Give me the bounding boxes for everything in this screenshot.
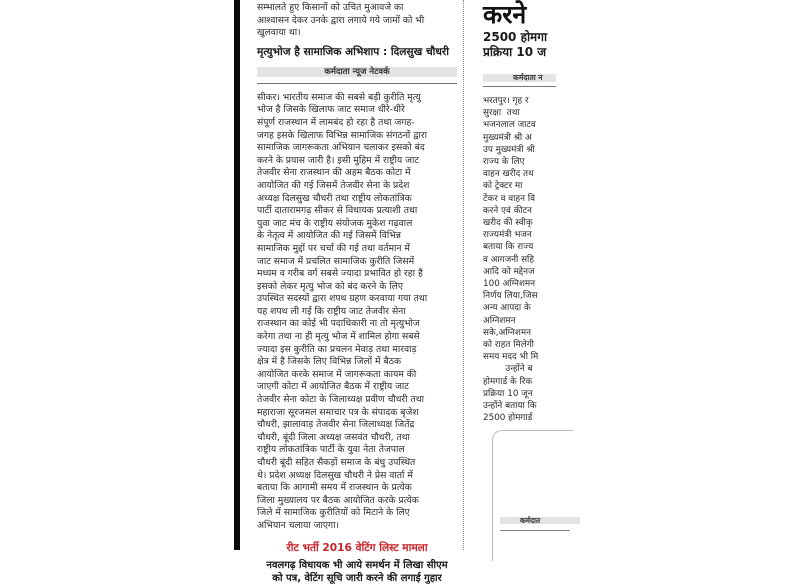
- right-article-body: [483, 95, 556, 424]
- boxed-story-frame: [492, 430, 573, 561]
- headline-line: को पत्र, वेटिंग सूचि जारी करने की लगाई गुहार: [272, 573, 442, 585]
- right-body-text-line: अग्निशमन: [483, 315, 516, 326]
- right-body-text-line: अन्य आपदा के: [483, 303, 531, 314]
- right-body-text-line: उन्होंने ब: [483, 364, 533, 375]
- right-body-text-line: भरतपुर। गृह र: [483, 96, 529, 106]
- next-article-kicker: रीट भर्ती 2016 वेटिंग लिस्ट मामला: [286, 541, 428, 554]
- body-text-line: यह शपथ ली गई कि राष्ट्रीय जाट तेजवीर सेना: [257, 305, 406, 317]
- article-body: [257, 92, 457, 533]
- right-article-deck: [483, 30, 556, 60]
- right-body-text-line: खरीद की स्वीकृ: [483, 218, 533, 229]
- right-body-text-line: 2500 होमगार्ड: [483, 413, 533, 424]
- body-text-line: महाराजा सूरजमल समाचार पत्र के संपादक बृजेश: [257, 406, 419, 418]
- right-body-text-line: 100 अग्निशमन: [483, 279, 536, 290]
- body-text-line: चौधरी, झालावाड़ तेजवीर सेना जिलाध्यक्ष जितेंद्र: [257, 419, 415, 431]
- right-body-text-line: को राहत मिलेगी: [483, 340, 534, 351]
- body-text-line: राष्ट्रीय लोकतांत्रिक पार्टी के युवा नेता तेजपाल: [257, 444, 405, 456]
- body-text-line: जाट समाज में प्रचलित सामाजिक कुरीति जिसमें: [257, 255, 415, 267]
- body-text-line: उपस्थित सदस्यों द्वारा शपथ ग्रहण करवाया गया तथा: [257, 293, 428, 305]
- body-text-line: जगह इसके खिलाफ विभिन्न सामाजिक संगठनों द्वारा: [257, 129, 428, 141]
- right-body-text-line: प्रक्रिया 10 जून: [483, 388, 533, 399]
- right-body-text-line: करने एवं कीटन: [483, 205, 532, 216]
- next-article-headline: [257, 559, 457, 586]
- right-byline-rule: [483, 86, 556, 87]
- body-text-line: करने के प्रयास जारी है। इसी मुहिम में राष्ट्रीय जाट: [257, 154, 419, 166]
- right-body-text-line: बताया कि राज्य: [483, 242, 534, 253]
- right-body-text-line: राज्यमंत्री भजन: [483, 230, 532, 241]
- right-body-text-line: वाहन खरीद तथ: [483, 169, 534, 180]
- body-text-line: अभियान चलाया जाएगा।: [257, 519, 339, 531]
- body-text-line: ज्यादा इस कुरीति का प्रचलन मेवाड़ तथा मारवाड़: [257, 343, 417, 355]
- intro-paragraph: [257, 2, 457, 40]
- body-text-line: जिले में सामाजिक कुरीतियों को मिटाने के लिए: [257, 507, 410, 519]
- right-body-text-line: को ट्रेक्टर मा: [483, 181, 523, 192]
- right-body-text-line: होमगार्ड के रिक: [483, 376, 533, 387]
- column-divider: [463, 0, 464, 550]
- deck-line: प्रक्रिया 10 ज: [483, 45, 547, 59]
- body-text-line: भोज है जिसके खिलाफ जाट समाज धीरे-धीरे: [257, 104, 405, 116]
- byline-text: कर्मदाता न्यूज नेटवर्क: [324, 66, 390, 77]
- body-text-line: आयोजित करके समाज में जागरूकता कायम की: [257, 368, 417, 380]
- right-body-text-line: भजनलाल जाटव: [483, 120, 536, 131]
- left-article-column: [257, 0, 457, 585]
- body-text-line: युवा जाट मंच के राष्ट्रीय संयोजक मुकेश गढ़वाल: [257, 217, 413, 229]
- text-line: सम्भालते हुए किसानों को उचित मुआवजे का: [257, 2, 404, 13]
- right-body-text-line: निर्णय लिया,जिस: [483, 291, 538, 302]
- body-text-line: बताया कि आगामी समय में राजस्थान के प्रत्येक: [257, 482, 412, 494]
- page-gutter-bar: [234, 0, 240, 550]
- right-byline-text: कर्मदाता न: [513, 73, 543, 82]
- body-text-line: चौधरी बूंदी सहित सैकड़ों समाज के बंधु उपस्थित: [257, 457, 416, 468]
- body-text-line: आयोजित की गई जिसमें तेजवीर सेना के प्रदेश: [257, 179, 410, 191]
- bottom-byline-text: कर्मदात: [520, 516, 541, 525]
- body-text-line: संपूर्ण राजस्थान में लामबंद हो रहा है तथा जगह-: [257, 116, 415, 128]
- body-text-line: राजस्थान का कोई भी पदाधिकारी ना तो मृत्युभोज: [257, 318, 420, 330]
- byline-bar: [257, 67, 457, 77]
- body-text-line: चौधरी, बूंदी जिला अध्यक्ष जसवंत चौधरी, तथा: [257, 431, 410, 443]
- body-text-line: करेगा तथा ना ही मृत्यु भोज में शामिल होगा सबसे: [257, 331, 420, 343]
- body-text-line: सामाजिक मुद्दों पर चर्चा की गई तथा वर्तमान में: [257, 242, 410, 254]
- body-text-line: मध्यम व गरीब वर्ग सबसे ज्यादा प्रभावित हो रहा है: [257, 268, 423, 280]
- text-line: खुलवाया था।: [257, 27, 301, 39]
- headline-line: नवलगढ़ विधायक भी आये समर्थन में लिखा सीएम: [266, 559, 448, 571]
- body-text-line: तेजवीर सेना कोटा के जिलाध्यक्ष प्रवीण चौधरी तथा: [257, 394, 424, 406]
- body-text-line: तेजवीर सेना राजस्थान की अहम बैठक कोटा में: [257, 167, 411, 179]
- article-headline: मृत्युभोज है सामाजिक अभिशाप : दिलसुख चौधरी: [257, 45, 450, 58]
- byline-rule: [257, 83, 457, 84]
- right-body-text-line: सुरक्षा तथा: [483, 108, 520, 119]
- bottom-byline-bar: [500, 517, 580, 524]
- body-text-line: जाएगी कोटा में आयोजित बैठक में राष्ट्रीय जाट: [257, 381, 409, 393]
- right-article-title: करने: [483, 0, 527, 29]
- deck-line: 2500 होमगा: [483, 30, 548, 44]
- right-body-text-line: समय मदद भी मि: [483, 352, 539, 363]
- right-body-text-line: उन्होंने बताया कि: [483, 401, 537, 412]
- right-body-text-line: आदि को मद्देनज: [483, 266, 535, 277]
- body-text-line: थे। प्रदेश अध्यक्ष दिलसुख चौधरी ने प्रेस वार्ता में: [257, 469, 413, 481]
- right-byline-bar: [483, 74, 556, 82]
- bottom-byline-rule: [500, 530, 570, 531]
- body-text-line: सीकर। भारतीय समाज की सबसे बड़ी कुरीति मृत्यु: [257, 91, 421, 103]
- right-body-text-line: सके,अग्निशमन: [483, 327, 531, 338]
- right-body-text-line: राज्य के लिए: [483, 157, 525, 168]
- body-text-line: जिला मुख्यालय पर बैठक आयोजित करके प्रत्येक: [257, 494, 419, 506]
- body-text-line: क्षेत्र में है जिसके लिए विभिन्न जिलों में बैठक: [257, 356, 402, 368]
- right-body-text-line: टेंकर व वाहन वि: [483, 193, 535, 204]
- right-body-text-line: मुख्यमंत्री श्री अ: [483, 132, 532, 143]
- body-text-line: सामाजिक जागरूकता अभियान चलाकर इसको बंद: [257, 142, 425, 154]
- body-text-line: इसको लेकर मृत्यु भोज को बंद करने के लिए: [257, 280, 403, 292]
- body-text-line: पार्टी दातारामगढ़ सीकर से विधायक प्रत्याशी तथा: [257, 205, 418, 217]
- right-body-text-line: व आगजनी सहि: [483, 254, 535, 265]
- right-body-text-line: उप मुख्यमंत्री श्री: [483, 144, 535, 155]
- text-line: आश्वासन देकर उनके द्वारा लगाये गये जामों को भी: [257, 14, 425, 26]
- body-text-line: के नेतृत्व में आयोजित की गई जिसमें विभिन्न: [257, 230, 401, 242]
- body-text-line: अध्यक्ष दिलसुख चौधरी तथा राष्ट्रीय लोकतांत्रिक: [257, 192, 412, 204]
